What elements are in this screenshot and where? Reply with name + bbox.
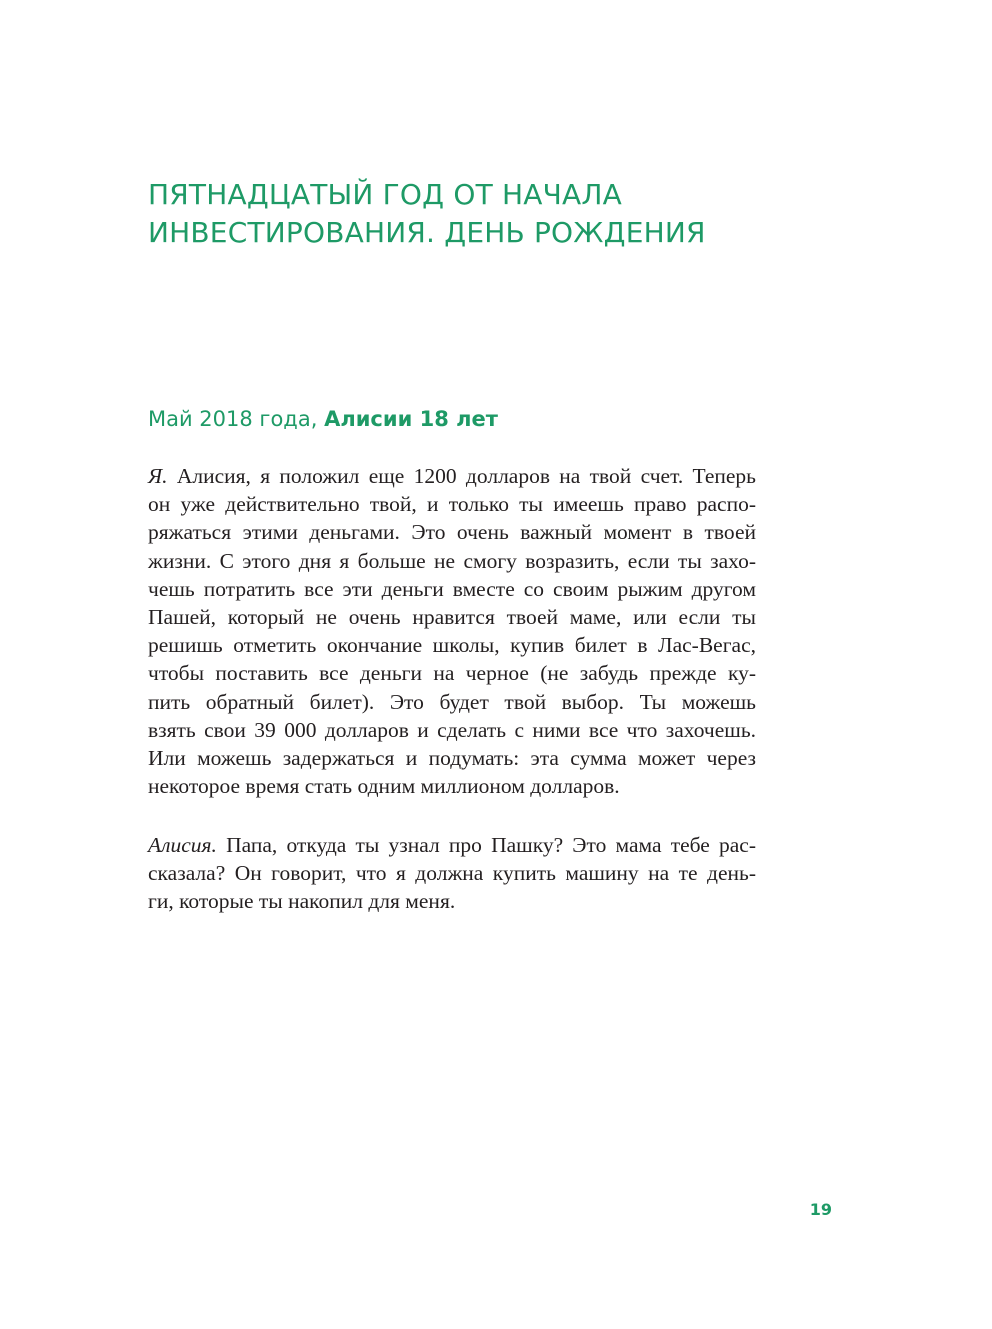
section-subject: Алисии 18 лет [324,407,498,431]
page-number: 19 [809,1200,832,1219]
text-line: решишь отметить окончание школы, купив билет в Лас-Вегас, [148,633,756,658]
paragraph-alicia [148,831,756,916]
paragraph-father [148,462,756,800]
line-text: Папа, откуда ты узнал про Пашку? Это мама тебе рас- [216,833,756,857]
text-line: сказала? Он говорит, что я должна купить машину на те день- [148,861,756,886]
speaker-label: Алисия. [148,833,217,857]
text-line: Пашей, который не очень нравится твоей маме, или если ты [148,605,756,630]
chapter-title-line-1: ПЯТНАДЦАТЫЙ ГОД ОТ НАЧАЛА [148,178,622,211]
text-line: некоторое время стать одним миллионом долларов. [148,774,620,799]
section-date: Май 2018 года, [148,407,325,431]
text-line: пить обратный билет). Это будет твой выбор. Ты можешь [148,689,756,714]
chapter-title-line-2: ИНВЕСТИРОВАНИЯ. ДЕНЬ РОЖДЕНИЯ [148,216,706,249]
text-line: ряжаться этими деньгами. Это очень важный момент в твоей [148,520,756,545]
text-line: Или можешь задержаться и подумать: эта сумма может через [148,746,756,771]
section-heading [148,404,498,434]
text-line [148,831,756,859]
text-line: жизни. С этого дня я больше не смогу возразить, если ты захо- [148,548,756,573]
text-line: ги, которые ты накопил для меня. [148,889,456,914]
text-line: чтобы поставить все деньги на черное (не забудь прежде ку- [148,661,756,686]
text-line: чешь потратить все эти деньги вместе со своим рыжим другом [148,576,756,601]
line-text: Алисия, я положил еще 1200 долларов на твой счет. Теперь [167,464,756,488]
text-line: он уже действительно твой, и только ты имеешь право распо- [148,492,756,517]
text-line: взять свои 39 000 долларов и сделать с ними все что захочешь. [148,717,756,742]
speaker-label: Я. [148,464,168,488]
text-line [148,462,756,490]
chapter-title [148,176,868,252]
